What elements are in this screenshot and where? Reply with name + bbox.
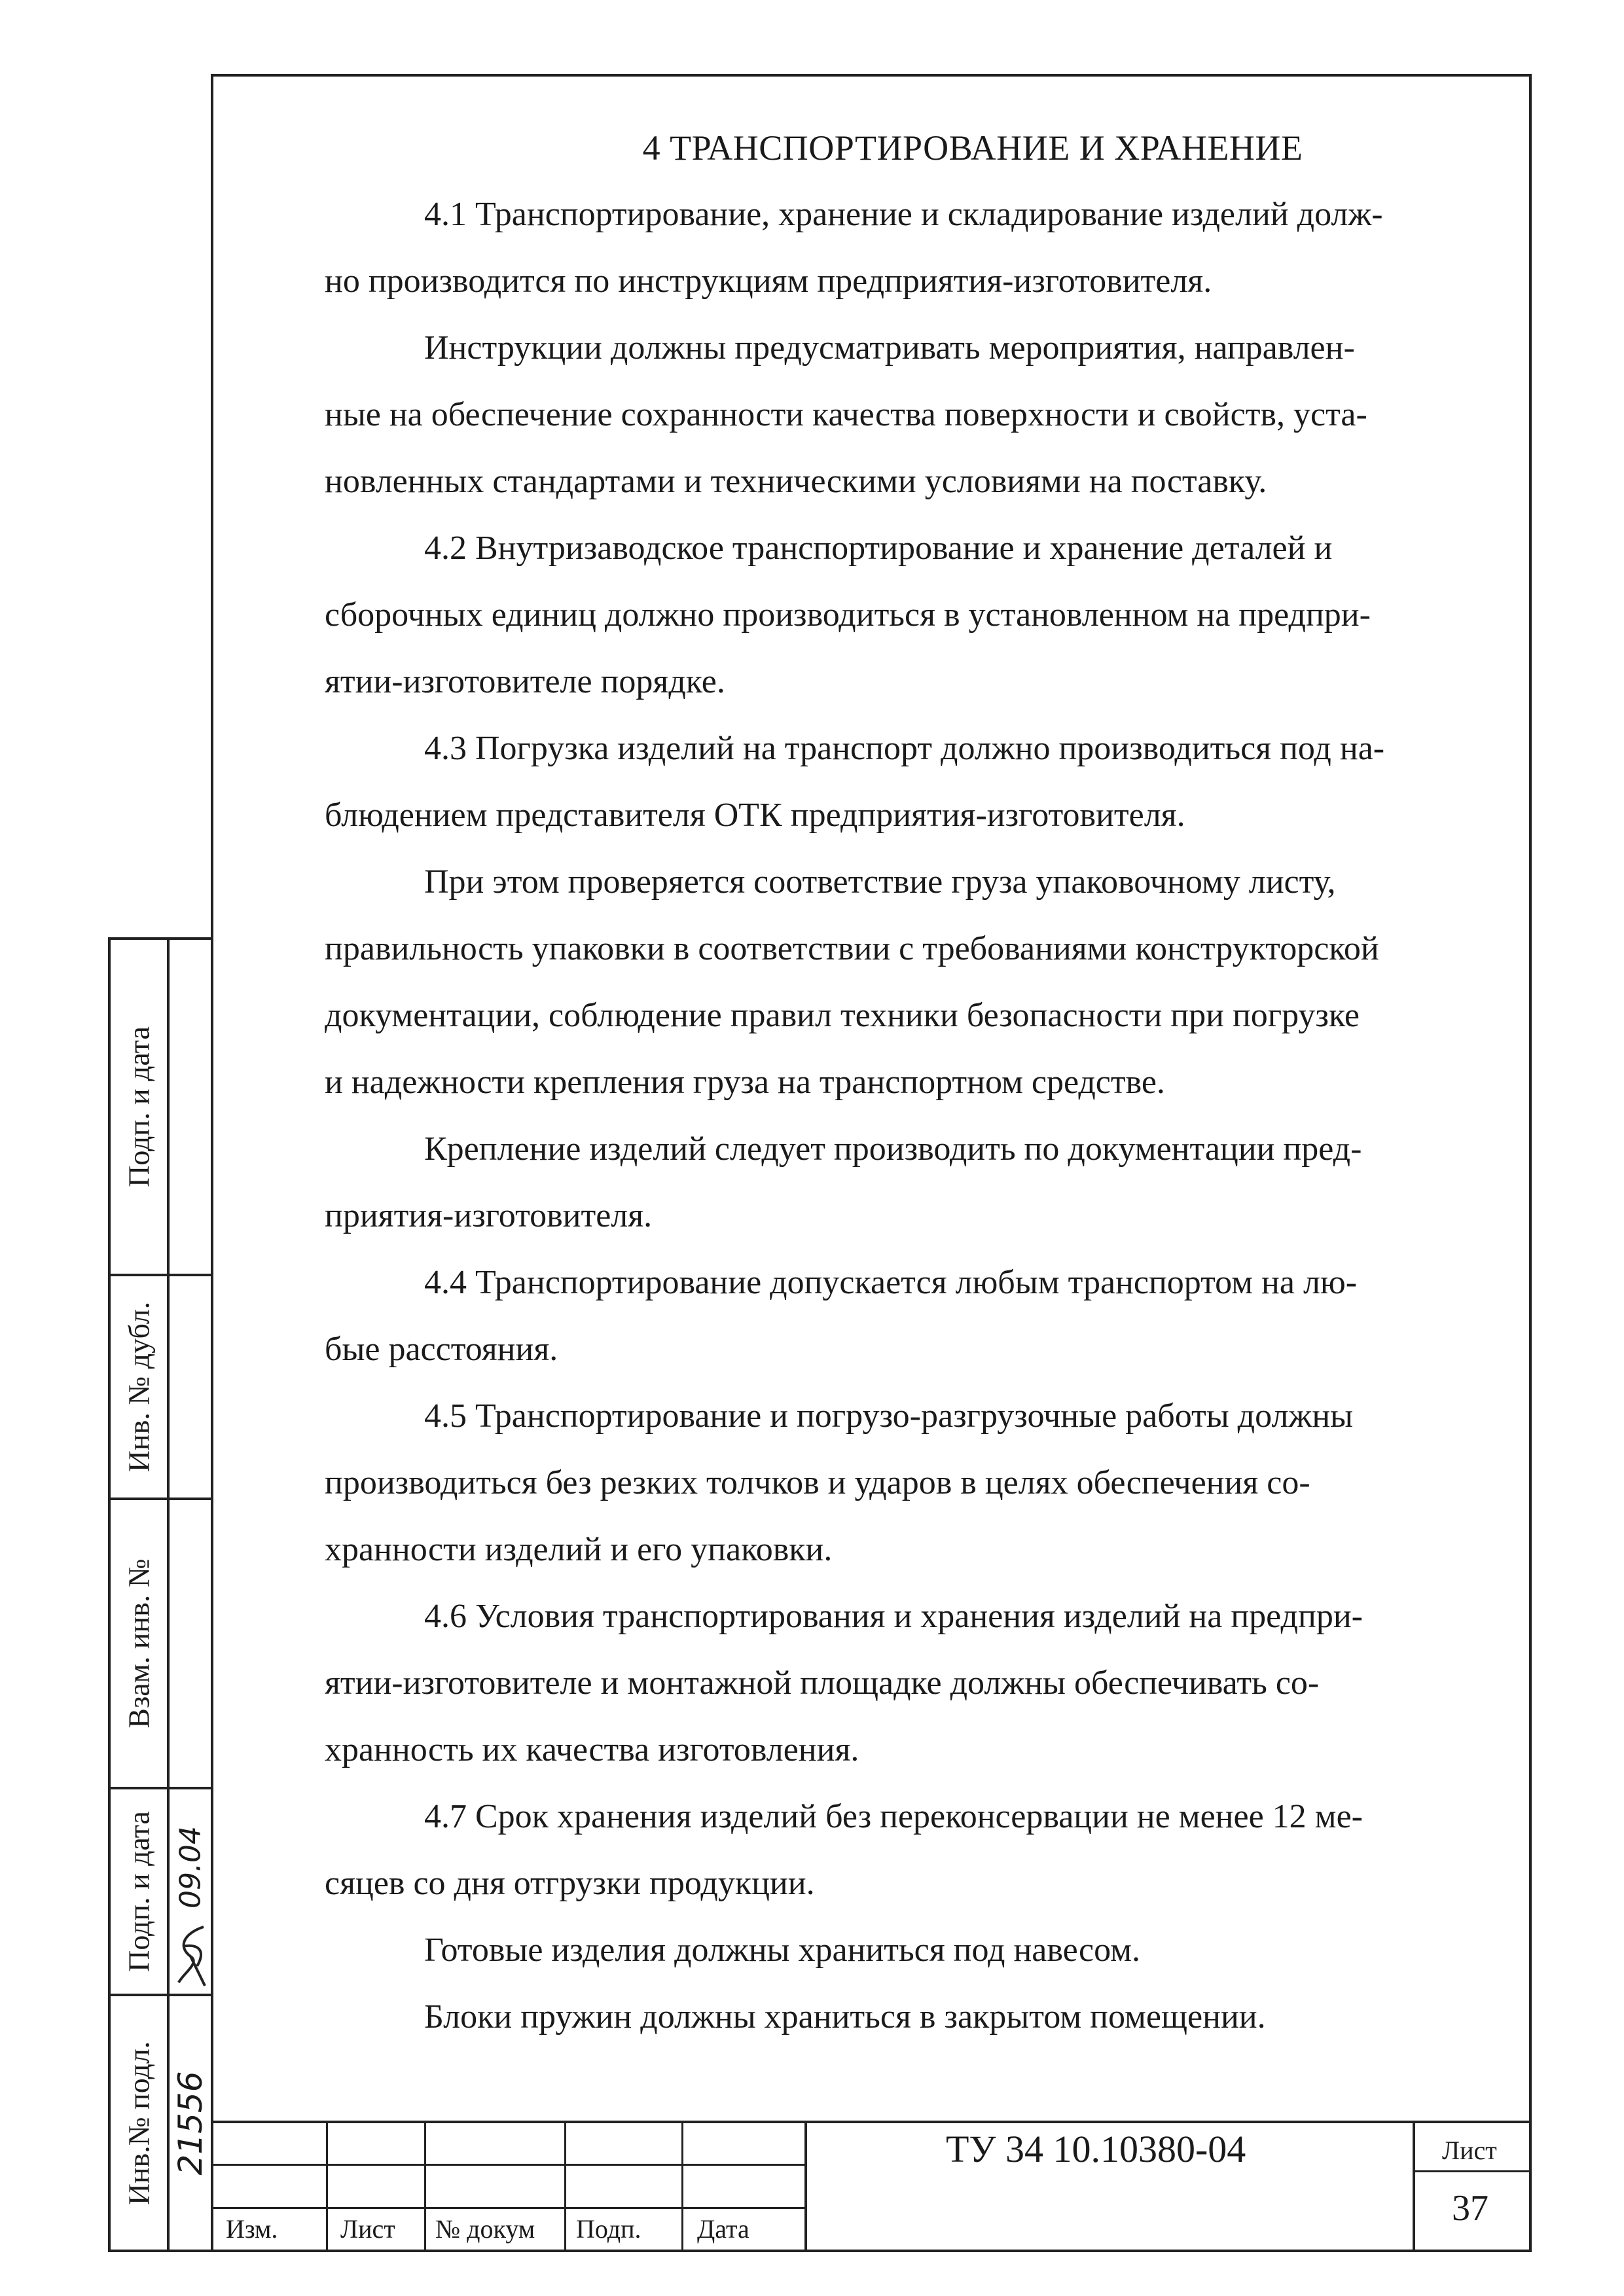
side-sign-cell-2: [167, 1274, 213, 1500]
col-podp: Подп.: [576, 2214, 641, 2244]
side-cell-inv-podl: [108, 1994, 170, 2252]
side-label-podp-data-top: Подп. и дата: [122, 1026, 156, 1187]
paragraph: 4.4 Транспортирование допускается любым транспортом на лю- бые расстояния.: [325, 1264, 1358, 1368]
handwritten-inventory-number: 21556: [171, 2070, 209, 2176]
paragraph: Инструкции должны предусматривать мероприятия, направлен- ные на обеспечение сохранности качества поверхности и свойств, уста- новленных стандартами и техническими условиями на поставку.: [325, 329, 1367, 500]
paragraph-list: [325, 181, 1523, 2051]
side-cell-vzam-inv: [108, 1498, 170, 1789]
paragraph: 4.6 Условия транспортирования и хранения изделий на предпри- ятии-изготовителе и монтажной площадке должны обеспечивать со- хранность их качества изготовления.: [325, 1598, 1363, 1768]
title-grid-col-1: [326, 2121, 328, 2252]
side-sign-cell-1: [167, 937, 213, 1276]
title-grid-col-2: [424, 2121, 426, 2252]
paragraph: 4.1 Транспортирование, хранение и складирование изделий долж- но производится по инструкциям предприятия-изготовителя.: [325, 196, 1383, 300]
document-body: [325, 128, 1523, 2051]
title-grid-row-2: [211, 2207, 807, 2209]
section-heading: 4 ТРАНСПОРТИРОВАНИЕ И ХРАНЕНИЕ: [642, 128, 1303, 168]
handwritten-date: 09.04: [173, 1825, 207, 1909]
side-cell-inv-dubl: [108, 1274, 170, 1500]
side-cell-podp-data-top: [108, 937, 170, 1276]
title-grid-row-1: [211, 2164, 807, 2166]
paragraph: 4.7 Срок хранения изделий без переконсервации не менее 12 ме- сяцев со дня отгрузки продукции.: [325, 1798, 1363, 1902]
side-label-inv-podl: Инв.№ подл.: [122, 2041, 156, 2205]
sheet-number: 37: [1452, 2188, 1489, 2229]
paragraph: При этом проверяется соответствие груза упаковочному листу, правильность упаковки в соответствии с требованиями конструкторской документации, соблюдение правил техники безопасности при погрузке и надежности крепления груза на транспортном средстве.: [325, 863, 1379, 1101]
side-sign-cell-5: [167, 1994, 213, 2252]
paragraph: 4.3 Погрузка изделий на транспорт должно производиться под на- блюдением представителя ОТК предприятия-изготовителя.: [325, 730, 1385, 834]
side-cell-podp-data-bottom: [108, 1787, 170, 1996]
paragraph: 4.5 Транспортирование и погрузо-разгрузочные работы должны производиться без резких толчков и ударов в целях обеспечения со- хранности изделий и его упаковки.: [325, 1397, 1354, 1568]
paragraph: Крепление изделий следует производить по документации пред- приятия-изготовителя.: [325, 1130, 1362, 1234]
sheet-label: Лист: [1442, 2136, 1497, 2165]
title-grid-col-4: [681, 2121, 683, 2252]
sheet-box-divider: [1413, 2170, 1532, 2172]
side-label-podp-data-bottom: Подп. и дата: [122, 1811, 156, 1972]
title-grid-col-3: [564, 2121, 566, 2252]
side-sign-cell-3: [167, 1498, 213, 1789]
document-code: ТУ 34 10.10380-04: [946, 2128, 1246, 2170]
paragraph: 4.2 Внутризаводское транспортирование и хранение деталей и сборочных единиц должно производиться в установленном на предпри- ятии-изготовителе порядке.: [325, 529, 1371, 700]
col-izm: Изм.: [226, 2214, 278, 2244]
paragraph: Готовые изделия должны храниться под навесом.: [424, 1931, 1140, 1969]
paragraph: Блоки пружин должны храниться в закрытом помещении.: [424, 1998, 1266, 2036]
side-label-vzam-inv: Взам. инв. №: [122, 1558, 156, 1729]
side-label-inv-dubl: Инв. № дубл.: [122, 1301, 156, 1473]
signature-icon: [171, 1920, 213, 1992]
side-sign-cell-4: [167, 1787, 213, 1996]
col-dokum: № докум: [435, 2214, 535, 2244]
col-data: Дата: [697, 2214, 749, 2244]
col-list: Лист: [340, 2214, 395, 2244]
